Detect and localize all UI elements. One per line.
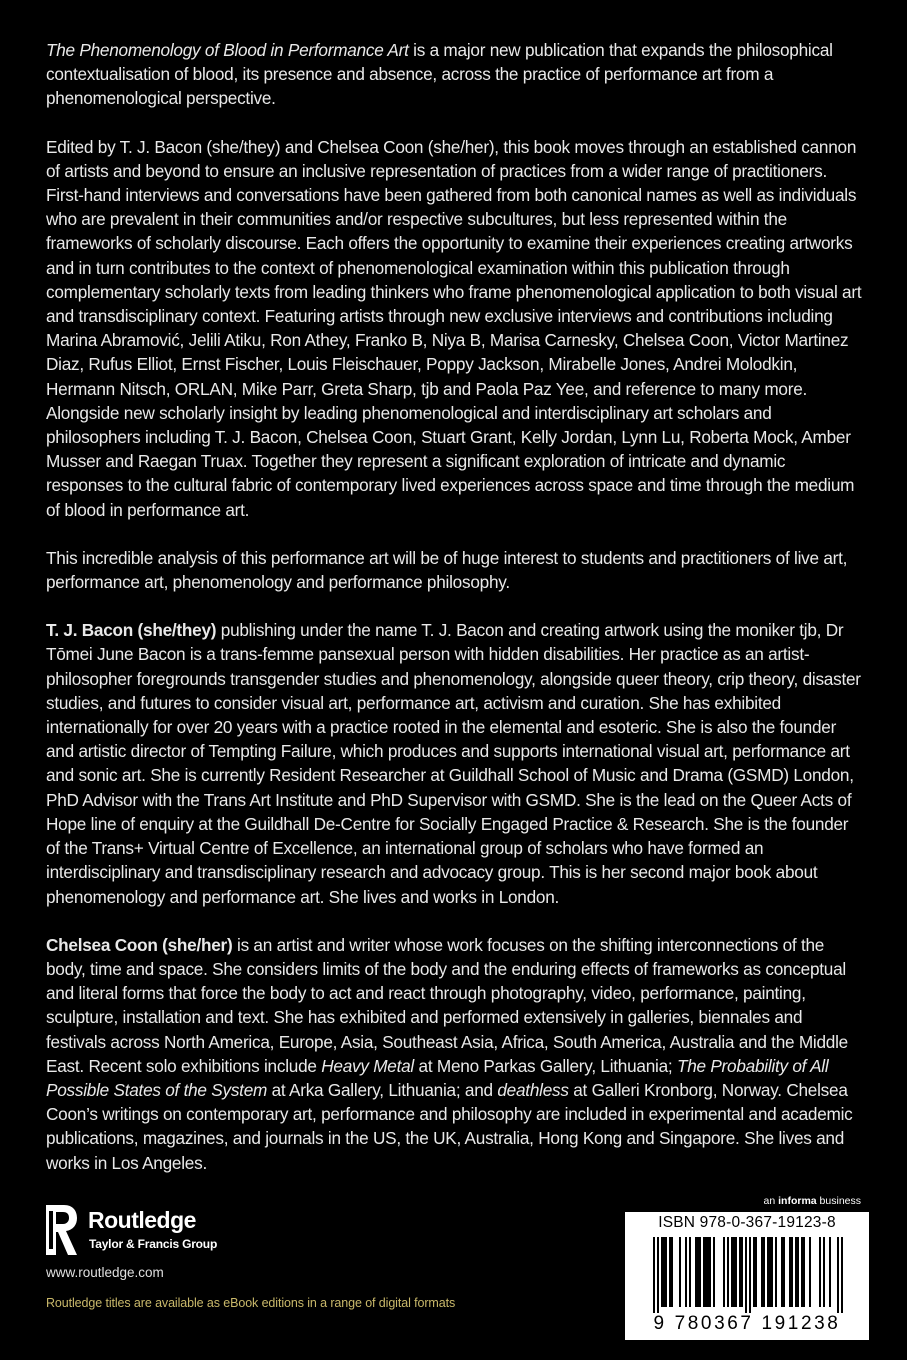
barcode-bar [761,1237,763,1307]
description-text: is a major new publication that expands the philosophical contextualisation of blood, its presence and absence, across the practice of performance art from a phenomenological perspective. [46,40,833,109]
barcode-bar [771,1237,773,1307]
barcode-bar [749,1237,751,1313]
barcode-bar [781,1237,783,1307]
barcode-bar [791,1237,793,1307]
barcode-bar [763,1237,765,1307]
audience-paragraph: This incredible analysis of this performance art will be of huge interest to students and practitioners of live art, performance art, phenomenology and performance philosophy. [46,547,848,593]
exhibition-title: deathless [497,1079,569,1100]
barcode-bar [797,1237,799,1307]
barcode-bar [733,1237,735,1307]
back-cover-text [46,38,866,1175]
barcode-bar [795,1237,797,1307]
ebook-note: Routledge titles are available as eBook editions in a range of digital formats [46,1296,456,1310]
barcode-bar [739,1237,741,1307]
barcode-bar [705,1237,707,1307]
barcode-bar [703,1237,705,1307]
barcode-bar [775,1237,777,1307]
barcode-bar [695,1237,697,1307]
barcode-bar [669,1237,671,1307]
barcode-bar [837,1237,839,1313]
barcode-bar [829,1237,831,1307]
exhibition-title: The Probability of All Possible States of the System [46,1055,829,1100]
bacon-bio-paragraph [46,618,866,908]
barcode-bar [769,1237,771,1307]
book-title: The Phenomenology of Blood in Performance Art [46,40,409,60]
coon-bio-text: at Galleri Kronborg, Norway. Chelsea Coon’s writings on contemporary art, performance and philosophy are included in experimental and academic publications, magazines, and journals in the US, the UK, Australia, Hong Kong and Singapore. She lives and works in Los Angeles. [46,1079,853,1173]
exhibition-title: Heavy Metal [321,1055,414,1076]
barcode-bar [823,1237,825,1307]
barcode-bar [731,1237,733,1307]
barcode-bar [663,1237,665,1307]
cover-footer [46,1195,866,1345]
barcode-bars [625,1235,869,1313]
bacon-name: T. J. Bacon (she/they) [46,620,217,641]
publisher-name: Routledge [88,1207,196,1233]
coon-bio-text: is an artist and writer whose work focuses on the shifting interconnections of the body, time and space. She considers limits of the body and the enduring effects of frameworks as conceptual and literal forms that force the body to act and react through photography, video, performance, painting, sculpture, installation and text. She has exhibited and performed extensively in galleries, biennales and festivals across North America, Europe, Asia, Southeast Asia, Africa, South America, Australia and the Middle East. Recent solo exhibitions include [46,934,848,1076]
informa-tagline [764,1195,861,1207]
informa-word: informa [778,1195,817,1207]
ean-number: 9 780367 191238 [653,1313,841,1334]
barcode-bar [699,1237,701,1307]
coon-bio-text: at Meno Parkas Gallery, Lithuania; [414,1055,677,1076]
barcode-bar [723,1237,725,1307]
barcode-bar [783,1237,785,1307]
barcode-bar [685,1237,687,1307]
barcode-bar [679,1237,681,1307]
routledge-r-icon [46,1205,78,1255]
publisher-group: Taylor & Francis Group [89,1237,218,1251]
barcode-bar [741,1237,743,1307]
publisher-website[interactable]: www.routledge.com [46,1265,164,1280]
barcode-bar [713,1237,715,1307]
barcode-bar [735,1237,737,1307]
description-paragraph [46,38,866,111]
barcode-bar [657,1237,659,1313]
coon-bio-paragraph [46,933,866,1175]
barcode-bar [755,1237,757,1307]
barcode-bar [789,1237,791,1307]
barcode-bar [841,1237,843,1313]
barcode-bar [665,1237,667,1307]
barcode-bar [767,1237,769,1307]
barcode-bar [697,1237,699,1307]
barcode-bar [753,1237,755,1307]
barcode-bar [801,1237,803,1307]
informa-suffix: business [816,1195,861,1207]
barcode-bar [819,1237,821,1307]
barcode-bar [653,1237,655,1313]
barcode-bar [803,1237,805,1307]
coon-name: Chelsea Coon (she/her) [46,934,233,955]
barcode-bar [661,1237,663,1307]
barcode-bar [745,1237,747,1313]
isbn-barcode [625,1212,869,1340]
editors-paragraph: Edited by T. J. Bacon (she/they) and Chelsea Coon (she/her), this book moves through an established cannon of artists and beyond to ensure an inclusive representation of practices from a wider range of practitioners. First-hand interviews and conversations have been gathered from both canonical names as well as individuals who are prevalent in their communities and/or respective subcultures, but less represented within the frameworks of scholarly discourse. Each offers the opportunity to examine their experiences creating artworks and in turn contributes to the context of phenomenological examination within this publication through complementary scholarly texts from leading thinkers who frame phenomenological application to both visual art and transdisciplinary context. Featuring artists through new exclusive interviews and contributions including Marina Abramović, Jelili Atiku, Ron Athey, Franko B, Niya B, Marisa Carnesky, Chelsea Coon, Victor Martinez Diaz, Rufus Elliot, Ernst Fischer, Louis Fleischauer, Poppy Jackson, Mirabelle Jones, Andrei Molodkin, Hermann Nitsch, ORLAN, Mike Parr, Greta Sharp, tjb and Paola Paz Yee, and reference to many more. Alongside new scholarly insight by leading phenomenological and interdisciplinary art scholars and philosophers including T. J. Bacon, Chelsea Coon, Stuart Grant, Kelly Jordan, Lynn Lu, Roberta Mock, Amber Musser and Raegan Truax. Together they represent a significant exploration of intricate and dynamic responses to the cultural fabric of contemporary lived experiences across space and time through the medium of blood in performance art. [46,136,862,520]
barcode-bar [809,1237,811,1307]
bacon-bio-text: publishing under the name T. J. Bacon and creating artwork using the moniker tjb, Dr Tōmei June Bacon is a trans-femme pansexual person with hidden disabilities. Her practice as an artist-philosopher foregrounds transgender studies and phenomenology, alongside queer theory, crip theory, disaster studies, and futures to consider visual art, performance art, activism and curation. She has exhibited internationally for over 20 years with a practice rooted in the elemental and esoteric. She is also the founder and artistic director of Tempting Failure, which produces and supports international visual art, performance art and sonic art. She is currently Resident Researcher at Guildhall School of Music and Drama (GSMD) London, PhD Advisor with the Trans Art Institute and PhD Supervisor with GSMD. She is the lead on the Queer Acts of Hope line of enquiry at the Guildhall De-Centre for Socially Engaged Practice & Research. She is the founder of the Trans+ Virtual Centre of Excellence, an international group of scholars who have formed an interdisciplinary and transdisciplinary research and advocacy group. This is her second major book about phenomenology and performance art. She lives and works in London. [46,620,861,907]
barcode-bar [727,1237,729,1307]
informa-prefix: an [763,1195,779,1207]
barcode-bar [709,1237,711,1307]
isbn-number: ISBN 978-0-367-19123-8 [658,1214,836,1231]
barcode-bar [671,1237,673,1307]
barcode-bar [689,1237,691,1307]
barcode-bar [707,1237,709,1307]
routledge-logo [46,1205,226,1255]
coon-bio-text: at Arka Gallery, Lithuania; and [267,1079,498,1100]
